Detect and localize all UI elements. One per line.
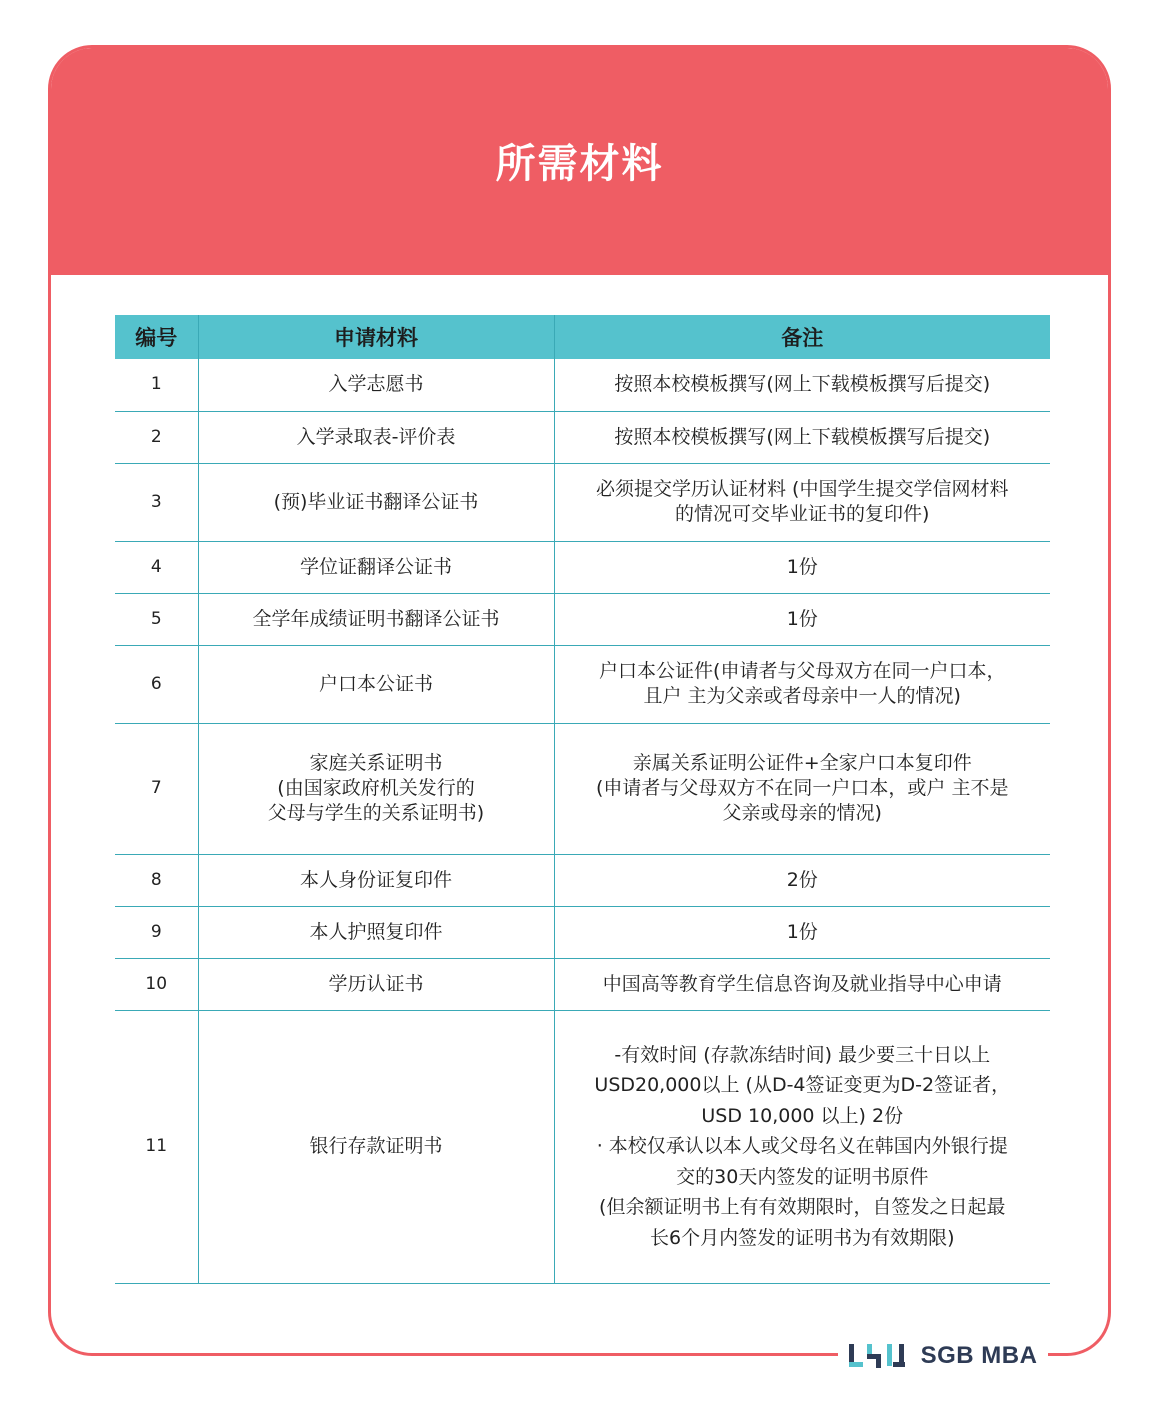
row-note: 按照本校模板撰写(网上下载模板撰写后提交) <box>554 359 1050 411</box>
row-note: 户口本公证件(申请者与父母双方在同一户口本， 且户 主为父亲或者母亲中一人的情况) <box>554 645 1050 723</box>
row-material: (预)毕业证书翻译公证书 <box>198 463 554 541</box>
row-material: 家庭关系证明书 (由国家政府机关发行的 父母与学生的关系证明书) <box>198 723 554 854</box>
row-note: 1份 <box>554 906 1050 958</box>
table-row <box>115 1010 1050 1283</box>
table-row <box>115 359 1050 411</box>
row-note: -有效时间 (存款冻结时间) 最少要三十日以上 USD20,000以上 (从D-4签证变更为D-2签证者， USD 10,000 以上) 2份 · 本校仅承认以本人或父母名义在韩国内外银行提 交的30天内签发的证明书原件 (但余额证明书上有有效期限时，自签发之日起最 长6个月内签发的证明书为有效期限) <box>554 1010 1050 1283</box>
page-title: 所需材料 <box>495 141 664 187</box>
header-number: 编号 <box>115 315 198 359</box>
table-row <box>115 854 1050 906</box>
sgb-logo-icon <box>849 1342 911 1370</box>
row-note: 1份 <box>554 593 1050 645</box>
row-material: 户口本公证书 <box>198 645 554 723</box>
row-number: 8 <box>115 854 198 906</box>
row-number: 11 <box>115 1010 198 1283</box>
row-material: 本人身份证复印件 <box>198 854 554 906</box>
materials-table <box>115 315 1050 1284</box>
row-note: 亲属关系证明公证件+全家户口本复印件 (申请者与父母双方不在同一户口本，或户 主不是 父亲或母亲的情况) <box>554 723 1050 854</box>
table-row <box>115 723 1050 854</box>
row-material: 学位证翻译公证书 <box>198 541 554 593</box>
row-material: 银行存款证明书 <box>198 1010 554 1283</box>
row-material: 本人护照复印件 <box>198 906 554 958</box>
table-row <box>115 463 1050 541</box>
row-material: 入学志愿书 <box>198 359 554 411</box>
table-row <box>115 645 1050 723</box>
row-material: 学历认证书 <box>198 958 554 1010</box>
logo-text: SGB MBA <box>920 1342 1038 1369</box>
table-row <box>115 593 1050 645</box>
row-material: 全学年成绩证明书翻译公证书 <box>198 593 554 645</box>
row-note: 必须提交学历认证材料 (中国学生提交学信网材料 的情况可交毕业证书的复印件) <box>554 463 1050 541</box>
table-row <box>115 541 1050 593</box>
row-number: 10 <box>115 958 198 1010</box>
row-note: 2份 <box>554 854 1050 906</box>
row-number: 1 <box>115 359 198 411</box>
header-material: 申请材料 <box>198 315 554 359</box>
row-material: 入学录取表-评价表 <box>198 411 554 463</box>
table-row <box>115 906 1050 958</box>
row-number: 7 <box>115 723 198 854</box>
row-number: 3 <box>115 463 198 541</box>
row-number: 2 <box>115 411 198 463</box>
row-number: 6 <box>115 645 198 723</box>
card-header <box>51 48 1108 275</box>
table-row <box>115 411 1050 463</box>
row-number: 9 <box>115 906 198 958</box>
header-note: 备注 <box>554 315 1050 359</box>
row-note: 按照本校模板撰写(网上下载模板撰写后提交) <box>554 411 1050 463</box>
table-header-row <box>115 315 1050 359</box>
table-row <box>115 958 1050 1010</box>
row-number: 5 <box>115 593 198 645</box>
sgb-mba-logo <box>838 1335 1048 1377</box>
row-number: 4 <box>115 541 198 593</box>
row-note: 1份 <box>554 541 1050 593</box>
row-note: 中国高等教育学生信息咨询及就业指导中心申请 <box>554 958 1050 1010</box>
